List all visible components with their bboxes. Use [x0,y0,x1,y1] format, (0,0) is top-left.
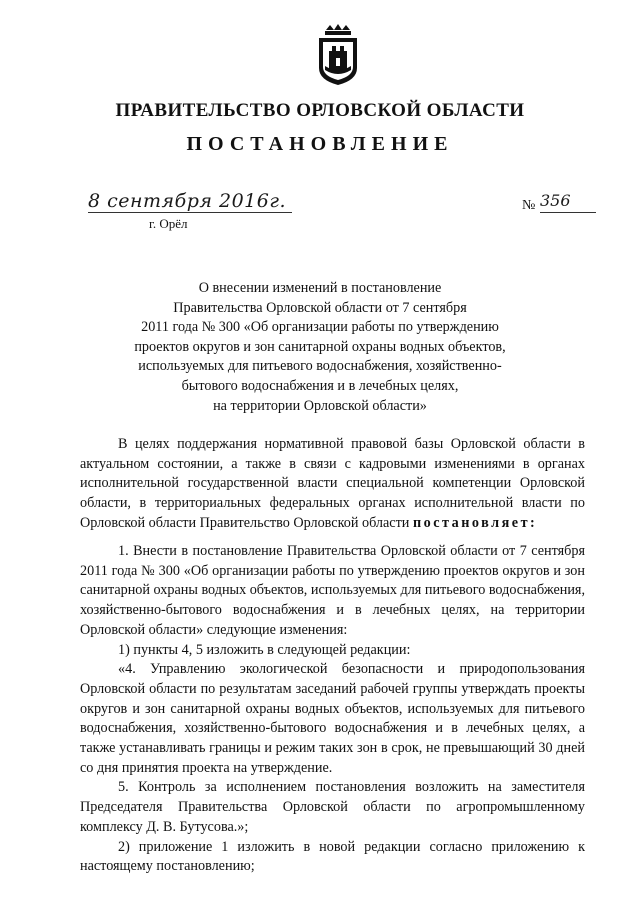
paragraph-quoted-5: 5. Контроль за исполнением постановления возложить на заместителя Председателя Правительства Орловской области по агропромышленному комплексу Д. В. Бутусова.»; [80,779,585,835]
subject-line: 2011 года № 300 «Об организации работы по утверждению [141,319,499,336]
coat-of-arms-icon [316,24,360,86]
paragraph-item-1: 1. Внести в постановление Правительства Орловской области от 7 сентября 2011 года № 300 «Об организации работы по утверждению проектов округов и зон санитарной охраны водных объектов, используемых для питьевого водоснабжения, хозяйственно-бытового водоснабжения и в лечебных целях, на территории Орловской области» следующие изменения: [80,543,586,638]
paragraph-subitem-2: 2) приложение 1 изложить в новой редакции согласно приложению к настоящему постановлению; [80,838,585,875]
subject-line: О внесении изменений в постановление [198,280,442,296]
subject-line: бытового водоснабжения и в лечебных целях, [181,377,459,394]
paragraph-subitem-1: 1) пункты 4, 5 изложить в следующей редакции: [118,641,411,658]
preamble-paragraph [80,435,585,534]
organization-title: ПРАВИТЕЛЬСТВО ОРЛОВСКОЙ ОБЛАСТИ [115,100,525,121]
document-subject [100,279,540,416]
handwritten-number: 356 [540,190,596,213]
resolution-body [80,542,585,877]
document-type: ПОСТАНОВЛЕНИЕ [186,133,454,155]
preamble-block [80,435,585,534]
subject-line: Правительства Орловской области от 7 сентября [173,299,467,316]
number-label: № [522,198,536,213]
subject-line: проектов округов и зон санитарной охраны водных объектов, [134,338,506,355]
subject-line: используемых для питьевого водоснабжения, хозяйственно- [138,358,502,375]
handwritten-date: 8 сентября 2016г. [88,190,292,213]
preamble-text: В целях поддержания нормативной правовой базы Орловской области в актуальном состоянии, а также в связи с кадровыми изменениями в органах исполнительной государственной власти специальной компетенции Орловской области, в территориальных федеральных органах исполнительной власти по Орловской области Правительство Орловской области [80,436,585,531]
paragraph-quoted-4: «4. Управлению экологической безопасности и природопользования Орловской области по результатам заседаний рабочей группы утверждать проекты округов и зон санитарной охраны водных объектов, используемых для питьевого водоснабжения, хозяйственно-бытового водоснабжения и в лечебных целях, а также устанавливать границы и режим таких зон в срок, не превышающий 30 дней со дня принятия проекта на утверждение. [80,661,585,776]
subject-line: на территории Орловской области» [213,397,427,414]
preamble-emphasis: постановляет: [412,514,538,531]
city-label: г. Орёл [149,216,188,231]
